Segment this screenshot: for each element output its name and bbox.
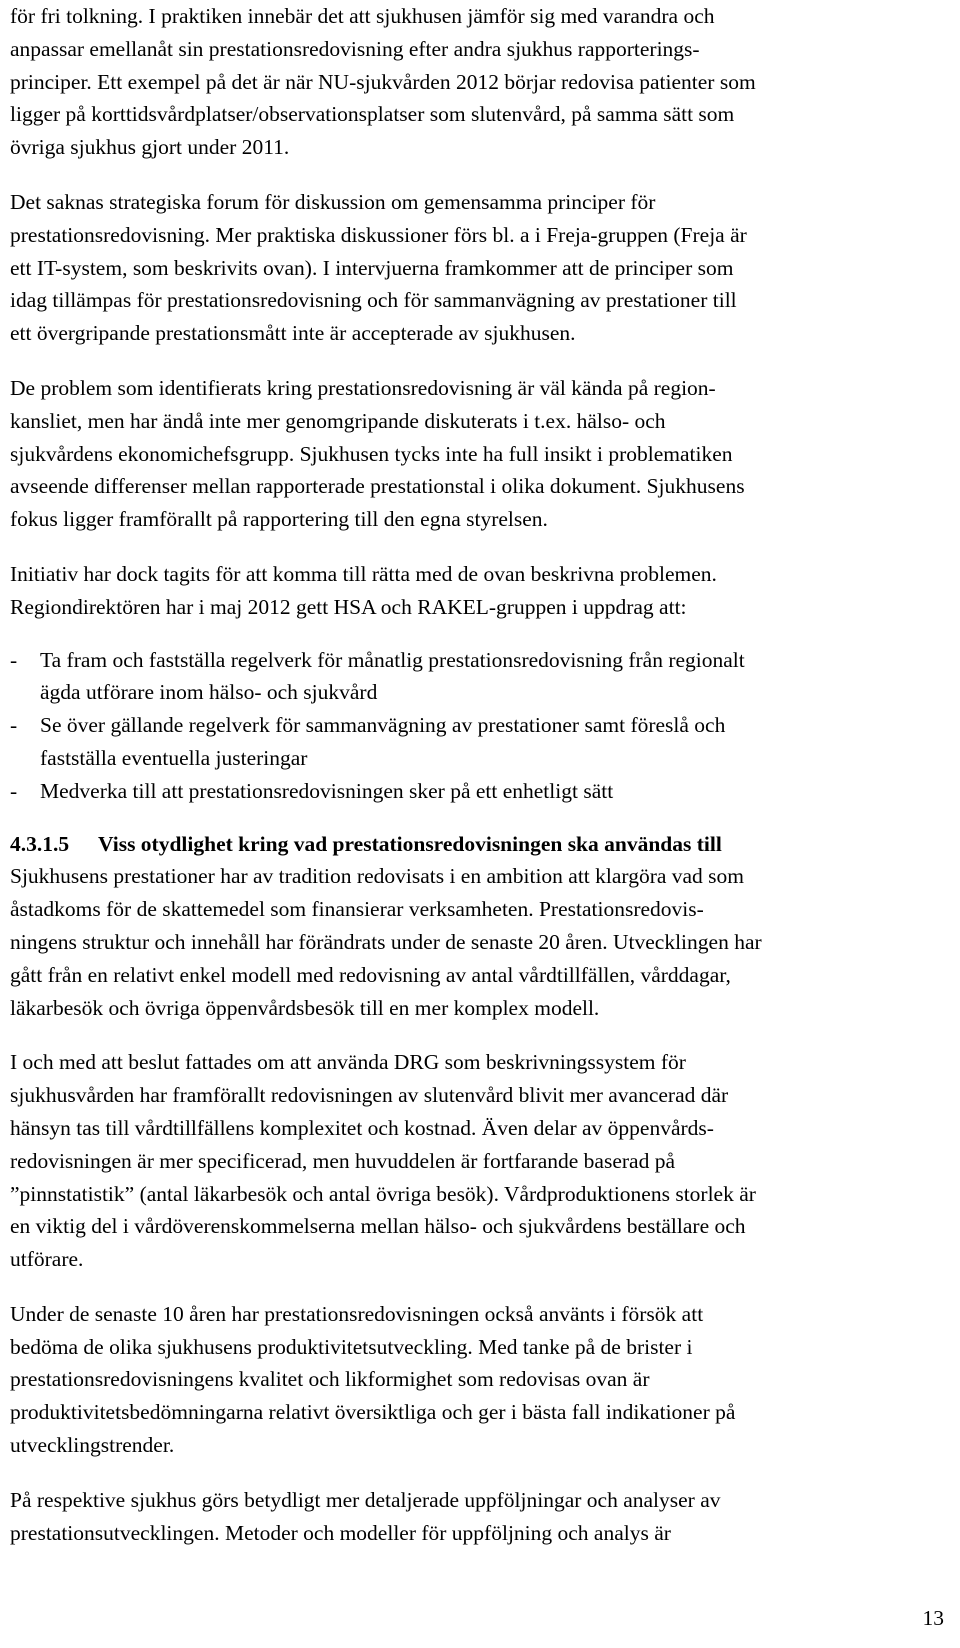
text-line: fastställa eventuella justeringar (40, 745, 308, 770)
text-line: ägda utförare inom hälso- och sjukvård (40, 680, 378, 705)
paragraph-tradition (10, 860, 910, 1024)
text-line: De problem som identifierats kring prestationsredovisning är väl kända på region- (10, 375, 716, 400)
paragraph-gap (10, 808, 910, 828)
text-line: gått från en relativt enkel modell med redovisning av antal vårdtillfällen, vårddagar, (10, 962, 731, 987)
text-line: Se över gällande regelverk för sammanvägning av prestationer samt föreslå och (40, 713, 726, 738)
text-line: På respektive sjukhus görs betydligt mer detaljerade uppföljningar och analyser av (10, 1487, 721, 1512)
text-line: ett IT-system, som beskrivits ovan). I intervjuerna framkommer att de principer som (10, 255, 734, 280)
text-line: I och med att beslut fattades om att använda DRG som beskrivningssystem för (10, 1050, 686, 1075)
section-heading (10, 828, 910, 861)
text-line: avseende differenser mellan rapporterade prestationstal i olika dokument. Sjukhusens (10, 474, 745, 499)
list-item (10, 709, 910, 775)
document-page (10, 0, 910, 1549)
text-line: bedöma de olika sjukhusens produktivitetsutveckling. Med tanke på de brister i (10, 1334, 693, 1359)
text-line: idag tillämpas för prestationsredovisning och för sammanvägning av prestationer till (10, 288, 737, 313)
paragraph-gap (10, 1462, 910, 1484)
paragraph-gap (10, 1024, 910, 1046)
paragraph-gap (10, 350, 910, 372)
text-line: utvecklingstrender. (10, 1433, 175, 1458)
bullet-list (10, 644, 910, 808)
paragraph-gap (10, 536, 910, 558)
text-line: hänsyn tas till vårdtillfällens komplexitet och kostnad. Även delar av öppenvårds- (10, 1115, 714, 1140)
text-line: åstadkoms för de skattemedel som finansierar verksamheten. Prestationsredovis- (10, 897, 704, 922)
paragraph-drg (10, 1046, 910, 1276)
text-line: kansliet, men har ändå inte mer genomgripande diskuterats i t.ex. hälso- och (10, 408, 666, 433)
text-line: läkarbesök och övriga öppenvårdsbesök till en mer komplex modell. (10, 995, 600, 1020)
paragraph-gap (10, 624, 910, 644)
paragraph-problems (10, 372, 910, 536)
paragraph-forum (10, 186, 910, 350)
paragraph-initiative (10, 558, 910, 624)
text-line: Sjukhusens prestationer har av tradition redovisats i en ambition att klargöra vad som (10, 864, 745, 889)
text-line: ligger på korttidsvårdplatser/observationsplatser som slutenvård, på samma sätt som (10, 102, 735, 127)
text-line: principer. Ett exempel på det är när NU-sjukvården 2012 börjar redovisa patienter som (10, 69, 756, 94)
text-line: en viktig del i vårdöverenskommelserna mellan hälso- och sjukvårdens beställare och (10, 1214, 746, 1239)
text-line: Regiondirektören har i maj 2012 gett HSA och RAKEL-gruppen i uppdrag att: (10, 594, 687, 619)
text-line: Det saknas strategiska forum för diskussion om gemensamma principer för (10, 189, 656, 214)
list-item (10, 775, 910, 808)
text-line: produktivitetsbedömningarna relativt översiktliga och ger i bästa fall indikationer på (10, 1400, 736, 1425)
text-line: prestationsutvecklingen. Metoder och modeller för uppföljning och analys är (10, 1520, 671, 1545)
text-line: för fri tolkning. I praktiken innebär det att sjukhusen jämför sig med varandra och (10, 4, 715, 28)
text-line: ”pinnstatistik” (antal läkarbesök och antal övriga besök). Vårdproduktionens storlek är (10, 1181, 756, 1206)
dash-marker: - (10, 647, 18, 672)
section-number: 4.3.1.5 (10, 831, 70, 856)
paragraph-intro (10, 0, 910, 164)
text-line: sjukvårdens ekonomichefsgrupp. Sjukhusen tycks inte ha full insikt i problematiken (10, 441, 733, 466)
paragraph-gap (10, 1276, 910, 1298)
text-line: anpassar emellanåt sin prestationsredovisning efter andra sjukhus rapporterings- (10, 36, 700, 61)
dash-marker: - (10, 778, 18, 803)
text-line: prestationsredovisningens kvalitet och likformighet som redovisas ovan är (10, 1367, 650, 1392)
text-line: fokus ligger framförallt på rapportering till den egna styrelsen. (10, 507, 548, 532)
text-line: sjukhusvården har framförallt redovisningen av slutenvård blivit mer avancerad där (10, 1083, 729, 1108)
list-item (10, 644, 910, 710)
paragraph-gap (10, 164, 910, 186)
text-line: övriga sjukhus gjort under 2011. (10, 135, 290, 160)
page-number: 13 (922, 1606, 944, 1630)
paragraph-productivity (10, 1298, 910, 1462)
text-line: redovisningen är mer specificerad, men huvuddelen är fortfarande baserad på (10, 1148, 675, 1173)
text-line: Under de senaste 10 åren har prestationsredovisningen också använts i försök att (10, 1301, 704, 1326)
text-line: ett övergripande prestationsmått inte är accepterade av sjukhusen. (10, 321, 576, 346)
dash-marker: - (10, 713, 18, 738)
text-line: utförare. (10, 1247, 84, 1272)
text-line: Initiativ har dock tagits för att komma till rätta med de ovan beskrivna problemen. (10, 561, 717, 586)
section-title: Viss otydlighet kring vad prestationsredovisningen ska användas till (98, 831, 722, 856)
text-line: Ta fram och fastställa regelverk för månatlig prestationsredovisning från regionalt (40, 647, 745, 672)
text-line: prestationsredovisning. Mer praktiska diskussioner förs bl. a i Freja-gruppen (Freja är (10, 222, 747, 247)
text-line: Medverka till att prestationsredovisningen sker på ett enhetligt sätt (40, 778, 614, 803)
paragraph-followup (10, 1484, 910, 1550)
text-line: ningens struktur och innehåll har förändrats under de senaste 20 åren. Utvecklingen har (10, 929, 762, 954)
